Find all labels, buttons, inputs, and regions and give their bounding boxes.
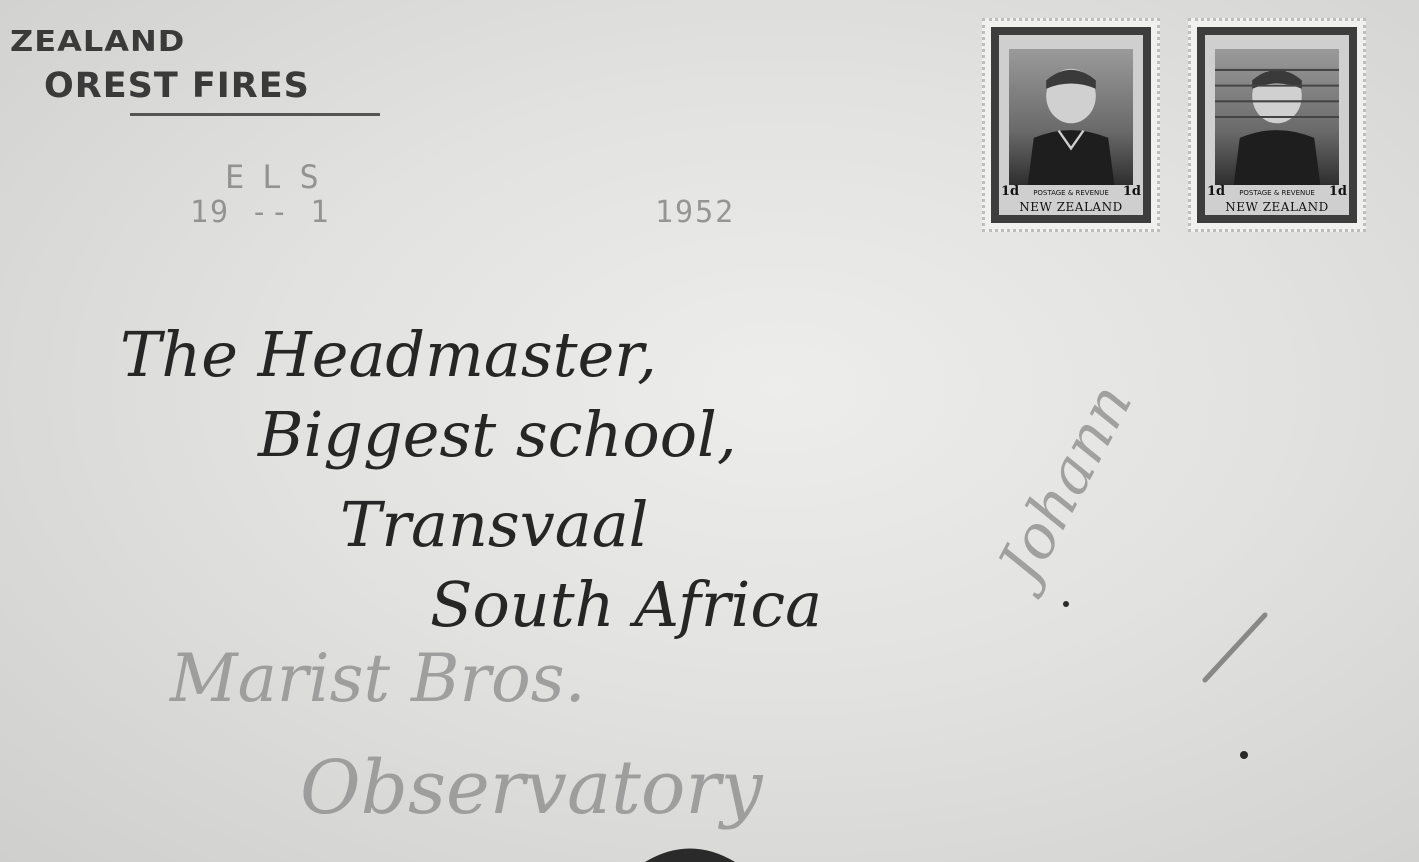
postmark-slogan-line1: ZEALAND bbox=[10, 23, 186, 59]
stamp-denomination-right: 1d bbox=[1328, 184, 1347, 199]
address-line-country: South Africa bbox=[430, 568, 823, 641]
address-line-recipient: The Headmaster, bbox=[120, 318, 657, 391]
stamp-country: NEW ZEALAND bbox=[1019, 200, 1123, 214]
stamp-tagline: POSTAGE & REVENUE bbox=[1239, 189, 1315, 197]
stamp-tagline: POSTAGE & REVENUE bbox=[1033, 189, 1109, 197]
stamp-denomination-right: 1d bbox=[1122, 184, 1141, 199]
address-line-province: Transvaal bbox=[340, 488, 649, 561]
pencil-note-line2: Observatory bbox=[300, 745, 763, 831]
postmark-slogan-line2: OREST FIRES bbox=[44, 66, 310, 106]
postmark-year: 1952 bbox=[655, 195, 736, 230]
pencil-note-side: Johann bbox=[985, 372, 1147, 593]
pencil-note-line1: Marist Bros. bbox=[170, 640, 586, 717]
stamp-denomination-left: 1d bbox=[1207, 184, 1226, 199]
stamp-country: NEW ZEALAND bbox=[1225, 200, 1329, 214]
stamp-denomination-left: 1d bbox=[1001, 184, 1020, 199]
address-line-school: Biggest school, bbox=[258, 398, 737, 471]
postmark-date: 19 -- 1 bbox=[190, 195, 331, 230]
postmark-city: ELS bbox=[225, 158, 337, 196]
